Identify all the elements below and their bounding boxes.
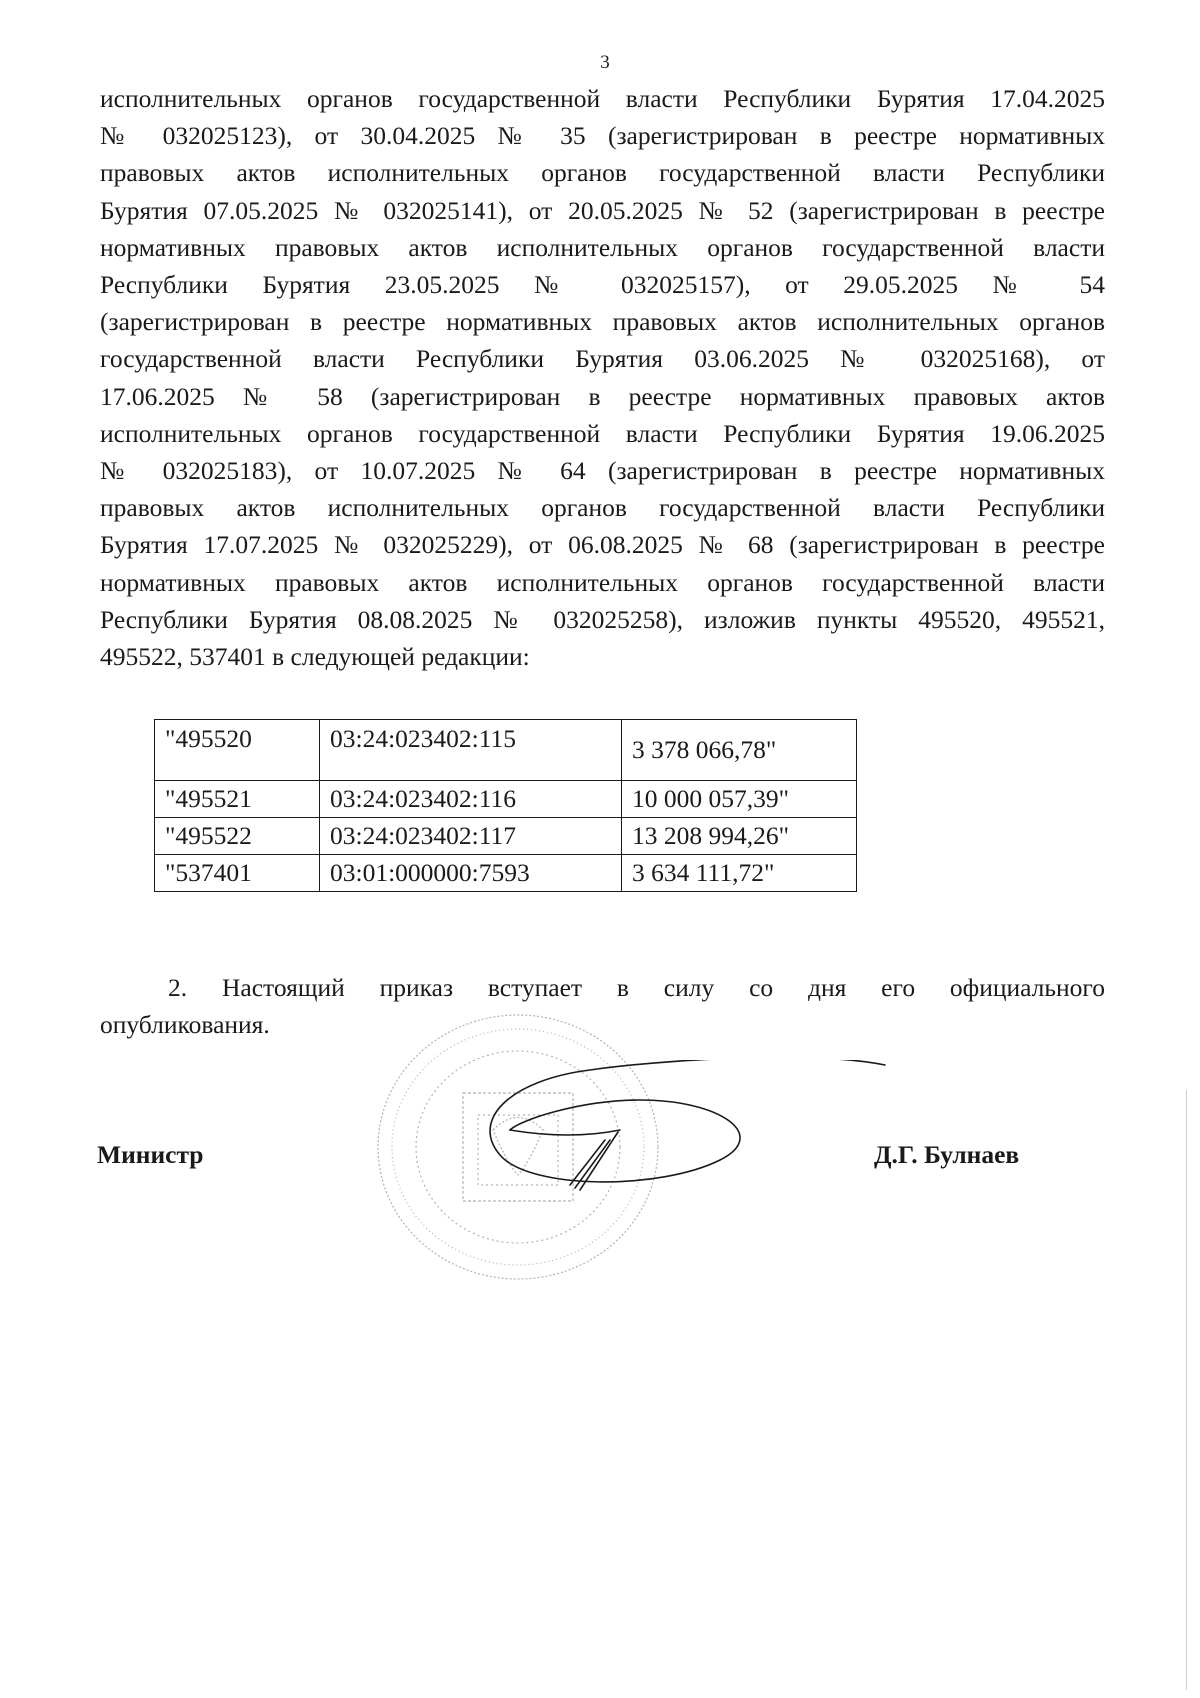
body-line: правовых актов исполнительных органов государственной власти Республики — [100, 158, 1105, 188]
table-cell-cadastral-number: 03:24:023402:117 — [320, 818, 622, 855]
body-line: государственной власти Республики Бурятия 03.06.2025 № 032025168), от — [100, 344, 1105, 374]
table-cell-item: "495520 — [155, 720, 320, 781]
table-cell-cadastral-number: 03:24:023402:116 — [320, 781, 622, 818]
body-line: исполнительных органов государственной власти Республики Бурятия 17.04.2025 — [100, 84, 1105, 113]
body-line: № 032025183), от 10.07.2025 № 64 (зарегистрирован в реестре нормативных — [100, 456, 1105, 486]
body-line: Бурятия 07.05.2025 № 032025141), от 20.05.2025 № 52 (зарегистрирован в реестре — [100, 195, 1105, 225]
scan-edge-line — [1186, 1090, 1187, 1690]
body-line: правовых актов исполнительных органов государственной власти Республики — [100, 493, 1105, 523]
body-line: 495522, 537401 в следующей редакции: — [100, 642, 530, 672]
table-row — [155, 720, 857, 781]
body-line: нормативных правовых актов исполнительных органов государственной власти — [100, 232, 1105, 262]
body-line: Республики Бурятия 23.05.2025 № 032025157), от 29.05.2025 № 54 — [100, 270, 1105, 300]
table-cell-value: 3 378 066,78" — [622, 720, 857, 781]
table-cell-cadastral-number: 03:24:023402:115 — [320, 720, 622, 781]
table-row — [155, 855, 857, 892]
table-row — [155, 781, 857, 818]
signatory-role: Министр — [97, 1140, 204, 1169]
page-number: 3 — [600, 52, 610, 73]
clause-line: 2. Настоящий приказ вступает в силу со дня его официального — [168, 973, 1105, 1002]
handwritten-signature — [480, 1060, 900, 1200]
body-line: 17.06.2025 № 58 (зарегистрирован в реестре нормативных правовых актов — [100, 381, 1105, 411]
clause-line: опубликования. — [100, 1010, 270, 1040]
table-cell-cadastral-number: 03:01:000000:7593 — [320, 855, 622, 892]
body-line: № 032025123), от 30.04.2025 № 35 (зарегистрирован в реестре нормативных — [100, 121, 1105, 151]
body-line: Бурятия 17.07.2025 № 032025229), от 06.08.2025 № 68 (зарегистрирован в реестре — [100, 530, 1105, 560]
table-row — [155, 818, 857, 855]
body-line: исполнительных органов государственной власти Республики Бурятия 19.06.2025 — [100, 418, 1105, 448]
body-line: (зарегистрирован в реестре нормативных правовых актов исполнительных органов — [100, 307, 1105, 337]
body-line: Республики Бурятия 08.08.2025 № 032025258), изложив пункты 495520, 495521, — [100, 604, 1105, 634]
table-cell-value: 3 634 111,72" — [622, 855, 857, 892]
body-line: нормативных правовых актов исполнительных органов государственной власти — [100, 567, 1105, 597]
table-cell-item: "495521 — [155, 781, 320, 818]
body-paragraph — [100, 80, 1105, 675]
values-table — [154, 719, 857, 892]
table-cell-value: 13 208 994,26" — [622, 818, 857, 855]
table-cell-item: "537401 — [155, 855, 320, 892]
table-cell-item: "495522 — [155, 818, 320, 855]
signatory-name: Д.Г. Булнаев — [874, 1140, 1020, 1169]
table-cell-value: 10 000 057,39" — [622, 781, 857, 818]
